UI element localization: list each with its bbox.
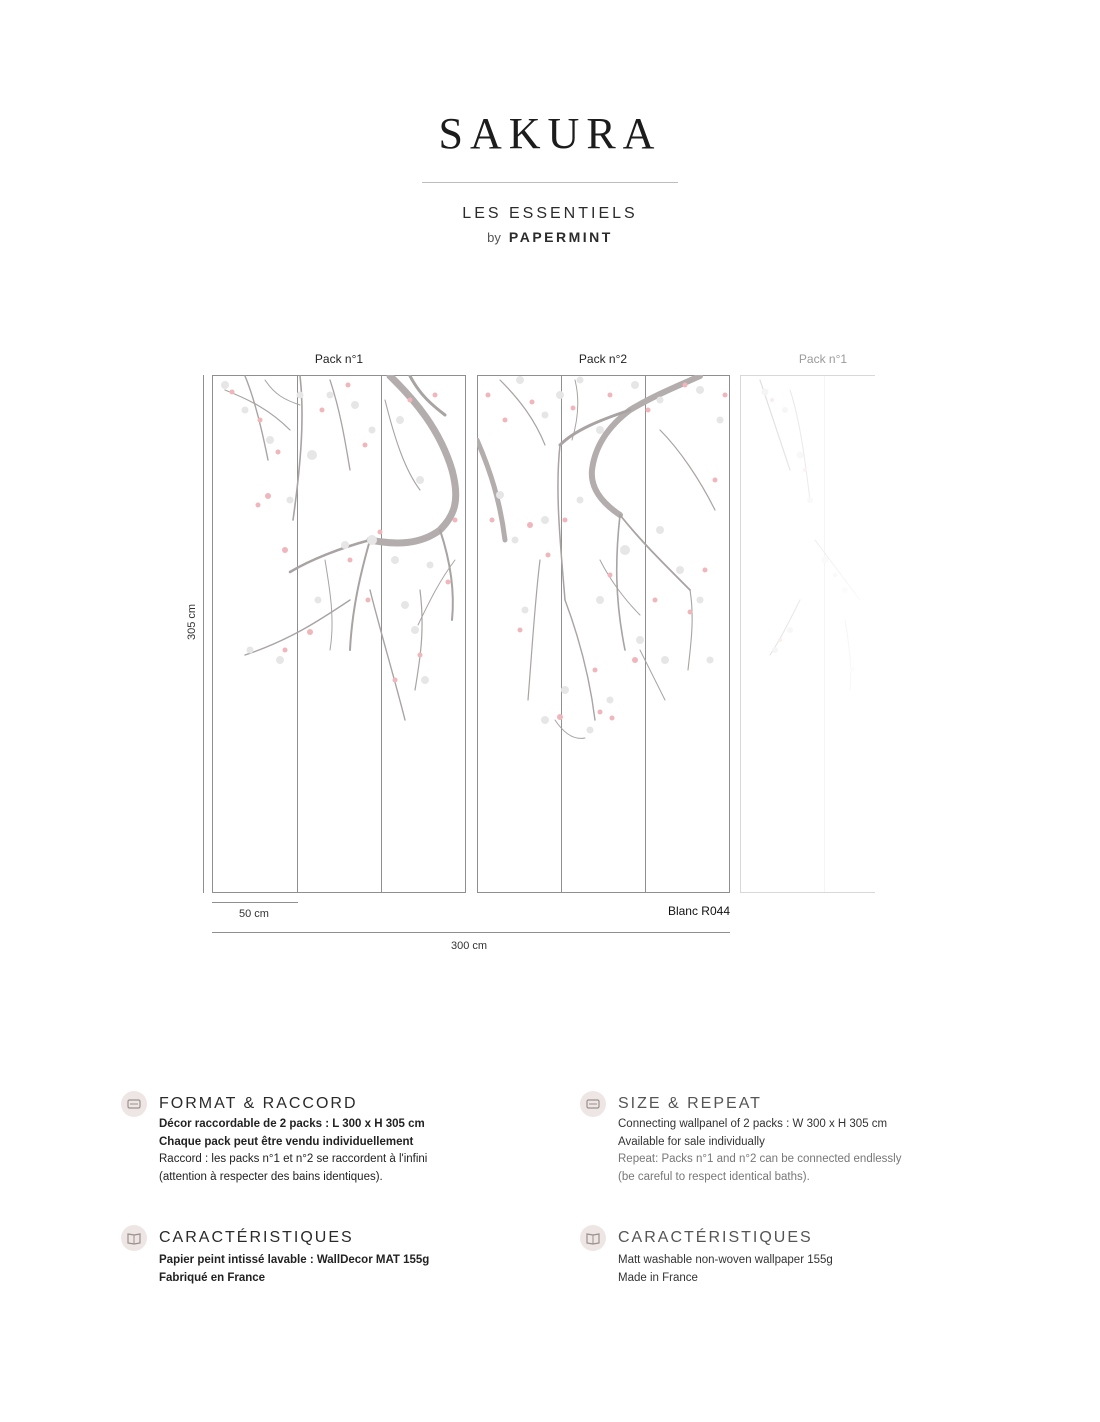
features-heading-en: CARACTÉRISTIQUES <box>618 1229 813 1246</box>
features-heading: CARACTÉRISTIQUES <box>159 1229 354 1246</box>
pack-1-branches <box>225 376 456 720</box>
strip-width-dimension: 50 cm <box>239 908 269 920</box>
pack-3-fade <box>741 376 881 892</box>
format-heading: FORMAT & RACCORD <box>159 1095 358 1112</box>
pack-label-3: Pack n°1 <box>798 352 848 366</box>
pack-1-panel <box>213 375 466 893</box>
book-icon <box>121 1225 147 1251</box>
size-line-4: (be careful to respect identical baths). <box>618 1170 810 1183</box>
features-en-line-2: Made in France <box>618 1271 698 1284</box>
format-details <box>159 1116 427 1186</box>
size-line-1: Connecting wallpanel of 2 packs : W 300 x H 305 cm <box>618 1118 888 1130</box>
format-line-4: (attention à respecter des bains identiques). <box>159 1170 383 1183</box>
features-en-line-1: Matt washable non-woven wallpaper 155g <box>618 1254 833 1266</box>
format-line-2: Chaque pack peut être vendu individuellement <box>159 1135 414 1148</box>
features-details <box>159 1252 429 1287</box>
size-heading: SIZE & REPEAT <box>618 1095 762 1112</box>
format-line-3: Raccord : les packs n°1 et n°2 se raccordent à l'infini <box>159 1153 428 1165</box>
size-line-3: Repeat: Packs n°1 and n°2 can be connected endlessly <box>618 1153 902 1165</box>
features-line-2: Fabriqué en France <box>159 1271 266 1284</box>
pack-label-2: Pack n°2 <box>578 352 628 366</box>
color-reference: Blanc R044 <box>667 904 730 918</box>
dimension-lines <box>204 375 731 933</box>
total-width-dimension: 300 cm <box>451 940 488 952</box>
roll-icon <box>121 1091 147 1117</box>
pack-label-1: Pack n°1 <box>314 352 364 366</box>
brand-by: by <box>487 230 501 245</box>
book-icon <box>580 1225 606 1251</box>
height-dimension: 305 cm <box>186 603 198 640</box>
format-line-1: Décor raccordable de 2 packs : L 300 x H 305 cm <box>159 1118 425 1130</box>
size-line-2: Available for sale individually <box>618 1135 765 1148</box>
features-details-en <box>618 1252 833 1287</box>
collection-name: LES ESSENTIELS <box>462 205 638 222</box>
brand-logo: PAPERMINT <box>508 229 613 245</box>
size-details <box>618 1116 901 1186</box>
features-line-1: Papier peint intissé lavable : WallDecor MAT 155g <box>159 1254 430 1266</box>
roll-icon <box>580 1091 606 1117</box>
product-title: SAKURA <box>438 109 662 158</box>
pack-2-branches <box>477 376 715 738</box>
